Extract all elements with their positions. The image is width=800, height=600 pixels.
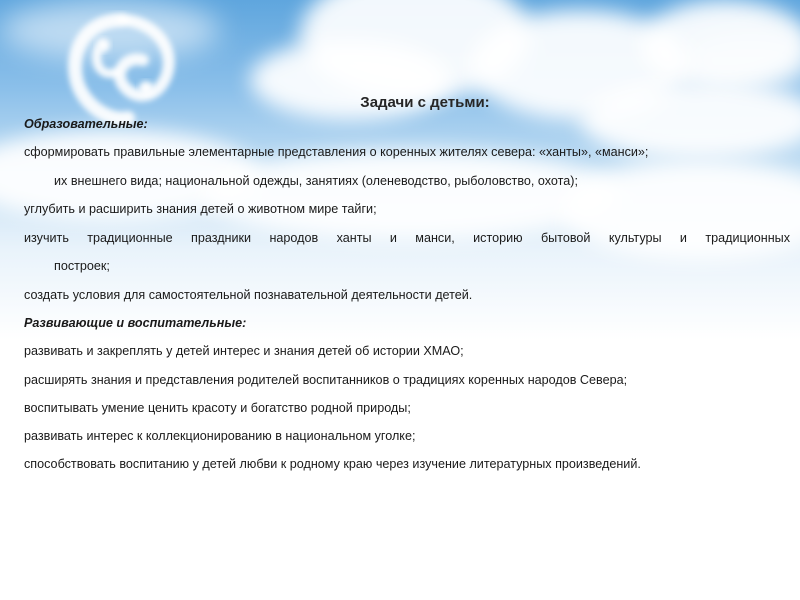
- task-item: развивать и закреплять у детей интерес и знания детей об истории ХМАО;: [24, 344, 464, 358]
- task-item: создать условия для самостоятельной познавательной деятельности детей.: [24, 288, 473, 302]
- task-item: изучить традиционные праздники народов ханты и манси, историю бытовой культуры и традиционных: [24, 231, 790, 245]
- task-item: углубить и расширить знания детей о животном мире тайги;: [24, 202, 377, 216]
- task-item: воспитывать умение ценить красоту и богатство родной природы;: [24, 401, 411, 415]
- task-item-continuation: их внешнего вида; национальной одежды, занятиях (оленеводство, рыболовство, охота);: [54, 174, 578, 188]
- section-heading-educational: Образовательные:: [24, 117, 148, 131]
- section-heading-developmental: Развивающие и воспитательные:: [24, 316, 247, 330]
- task-item-continuation: построек;: [54, 259, 110, 273]
- task-item: сформировать правильные элементарные представления о коренных жителях севера: «ханты», «манси»;: [24, 145, 649, 159]
- task-item: способствовать воспитанию у детей любви к родному краю через изучение литературных произведений.: [24, 457, 641, 471]
- task-item: расширять знания и представления родителей воспитанников о традициях коренных народов Севера;: [24, 373, 628, 387]
- task-item: развивать интерес к коллекционированию в национальном уголке;: [24, 429, 416, 443]
- slide-title: Задачи с детьми:: [360, 94, 490, 111]
